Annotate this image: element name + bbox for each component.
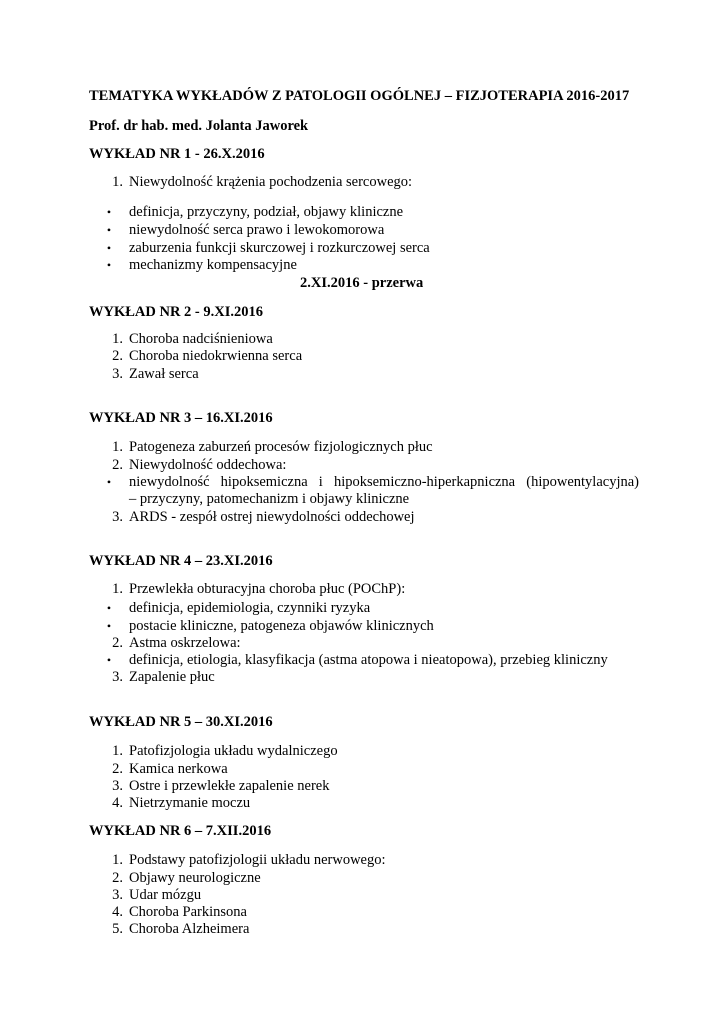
item-text: definicja, etiologia, klasyfikacja (astma atopowa i nieatopowa), przebieg kliniczny (129, 652, 608, 668)
item-text: definicja, epidemiologia, czynniki ryzyka (129, 600, 371, 616)
lecture-1-heading: WYKŁAD NR 1 - 26.X.2016 (89, 146, 265, 162)
item-text: definicja, przyczyny, podział, objawy kliniczne (129, 204, 404, 220)
item-text: Astma oskrzelowa: (129, 635, 241, 651)
lecture-4-heading: WYKŁAD NR 4 – 23.XI.2016 (89, 553, 273, 569)
item-text: Niewydolność krążenia pochodzenia sercowego: (129, 174, 413, 190)
bullet-icon: • (106, 619, 112, 633)
item-text: Choroba Parkinsona (129, 904, 247, 920)
item-text: Choroba Alzheimera (129, 921, 250, 937)
item-text: Patogeneza zaburzeń procesów fizjologicznych płuc (129, 439, 433, 455)
item-number: 1. (112, 331, 123, 347)
item-number: 2. (112, 761, 123, 777)
bullet-icon: • (106, 241, 112, 255)
bullet-icon: • (106, 223, 112, 237)
item-number: 2. (112, 348, 123, 364)
item-number: 3. (112, 366, 123, 382)
item-text: postacie kliniczne, patogeneza objawów klinicznych (129, 618, 434, 634)
item-number: 2. (112, 635, 123, 651)
item-number: 2. (112, 457, 123, 473)
item-number: 3. (112, 509, 123, 525)
item-number: 4. (112, 904, 123, 920)
item-text: niewydolność hipoksemiczna i hipoksemiczno-hiperkapniczna (hipowentylacyjna) (129, 474, 639, 490)
item-number: 1. (112, 174, 123, 190)
item-number: 3. (112, 669, 123, 685)
item-text: Zapalenie płuc (129, 669, 215, 685)
item-text: zaburzenia funkcji skurczowej i rozkurczowej serca (129, 240, 430, 256)
item-text: Ostre i przewlekłe zapalenie nerek (129, 778, 330, 794)
lecture-5-heading: WYKŁAD NR 5 – 30.XI.2016 (89, 714, 273, 730)
bullet-icon: • (106, 601, 112, 615)
item-text: Nietrzymanie moczu (129, 795, 251, 811)
bullet-icon: • (106, 475, 112, 489)
item-number: 4. (112, 795, 123, 811)
item-text: Choroba niedokrwienna serca (129, 348, 303, 364)
item-text: Niewydolność oddechowa: (129, 457, 287, 473)
item-number: 2. (112, 870, 123, 886)
bullet-icon: • (106, 205, 112, 219)
item-number: 5. (112, 921, 123, 937)
bullet-icon: • (106, 653, 112, 667)
bullet-icon: • (106, 258, 112, 272)
item-number: 1. (112, 439, 123, 455)
item-text: mechanizmy kompensacyjne (129, 257, 297, 273)
item-text: niewydolność serca prawo i lewokomorowa (129, 222, 385, 238)
lecture-3-heading: WYKŁAD NR 3 – 16.XI.2016 (89, 410, 273, 426)
item-text: Udar mózgu (129, 887, 202, 903)
item-text: Przewlekła obturacyjna choroba płuc (POChP): (129, 581, 406, 597)
item-text: Kamica nerkowa (129, 761, 228, 777)
lecture-6-heading: WYKŁAD NR 6 – 7.XII.2016 (89, 823, 272, 839)
item-text: ARDS - zespół ostrej niewydolności oddechowej (129, 509, 415, 525)
item-number: 1. (112, 852, 123, 868)
item-text: Patofizjologia układu wydalniczego (129, 743, 338, 759)
item-text: Podstawy patofizjologii układu nerwowego: (129, 852, 386, 868)
item-number: 3. (112, 887, 123, 903)
item-text: Zawał serca (129, 366, 199, 382)
item-number: 3. (112, 778, 123, 794)
break-note: 2.XI.2016 - przerwa (300, 275, 424, 291)
document-title: TEMATYKA WYKŁADÓW Z PATOLOGII OGÓLNEJ – FIZJOTERAPIA 2016-2017 (89, 88, 630, 104)
lecture-2-heading: WYKŁAD NR 2 - 9.XI.2016 (89, 304, 263, 320)
item-text: – przyczyny, patomechanizm i objawy kliniczne (129, 491, 410, 507)
author-line: Prof. dr hab. med. Jolanta Jaworek (89, 118, 309, 134)
item-number: 1. (112, 743, 123, 759)
item-number: 1. (112, 581, 123, 597)
item-text: Choroba nadciśnieniowa (129, 331, 273, 347)
item-text: Objawy neurologiczne (129, 870, 261, 886)
